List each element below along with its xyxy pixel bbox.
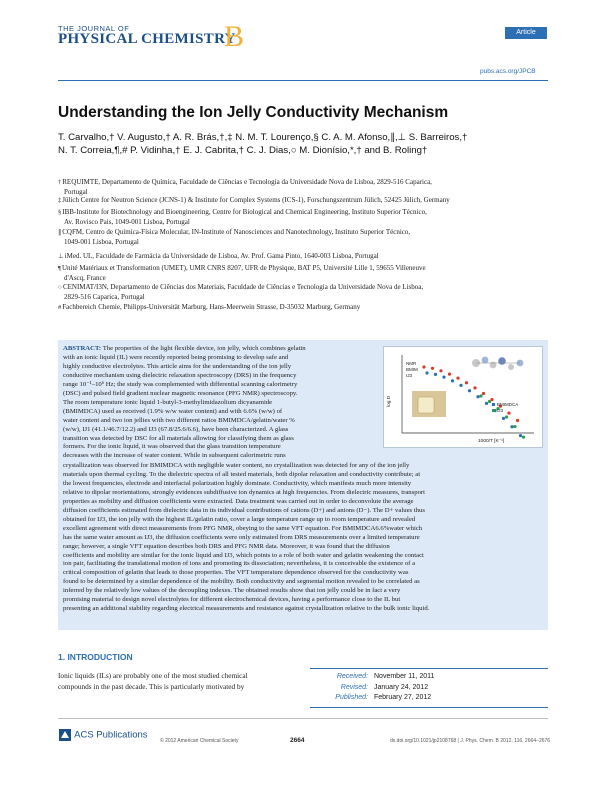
- author-line-2: N. T. Correia,¶,# P. Vidinha,† E. J. Cabrita,† C. J. Dias,○ M. Dionísio,*,† and B. Roling†: [58, 145, 428, 156]
- journal-url[interactable]: pubs.acs.org/JPCB: [480, 68, 536, 75]
- date-label: Published:: [335, 694, 368, 701]
- article-title: Understanding the Ion Jelly Conductivity Mechanism: [58, 104, 449, 121]
- toc-point-red: [448, 373, 451, 376]
- date-value: January 24, 2012: [374, 683, 429, 691]
- toc-point-red: [456, 377, 459, 380]
- affiliation: [58, 283, 548, 302]
- toc-plot: [384, 347, 542, 447]
- abstract-wide: [63, 462, 543, 614]
- toc-point-red: [431, 367, 434, 370]
- affiliation-symbol: §: [58, 209, 62, 216]
- abstract-line: [63, 390, 378, 399]
- affiliation-symbol: #: [58, 304, 62, 311]
- affiliation-line: CQFM, Centro de Química-Física Molecular, IN-Institute of Nanosciences and Nanotechnology, Instituto Superior Técnico,: [62, 228, 411, 236]
- abstract-line: [63, 452, 378, 461]
- abstract-line: inferred by the relatively low values of the decoupling indexes. The obtained results show that ion jelly could be in fact a very: [63, 587, 401, 595]
- affiliation-line: IBB-Institute for Biotechnology and Bioengineering, Centre for Biological and Chemical Engineering, Instituto Superior Técnico,: [62, 208, 427, 216]
- toc-point-green: [479, 394, 482, 397]
- toc-point-red: [473, 386, 476, 389]
- affiliation: [58, 208, 548, 227]
- abstract-text: (DSC) and pulsed field gradient nuclear magnetic resonance (PFG NMR) spectroscopy.: [63, 389, 298, 397]
- affiliation-symbol: ¶: [58, 265, 61, 272]
- affiliation-symbol: ∥: [58, 229, 62, 236]
- toc-xlabel: 1000/T [K⁻¹]: [478, 439, 505, 444]
- publisher-logo[interactable]: [58, 728, 148, 742]
- abstract-text: (BMIMDCA) used as received (1.9% w/w water content) and with 6.6% (w/w) of: [63, 407, 283, 415]
- abstract-label: ABSTRACT:: [63, 345, 102, 352]
- abstract-line: presenting an additional stability regarding electrical measurements and resistance against crystallization relative to the bulk ionic liquid.: [63, 605, 430, 613]
- date-row: [310, 672, 548, 683]
- abstract-line: diffusion coefficients estimated from dielectric data in its individual contributions of cations (D+) and anions (D−). The D+ values thus: [63, 506, 425, 514]
- intro-line: compounds in the past decade. This is particularly motivated by: [58, 681, 245, 691]
- article-badge: Article: [505, 27, 547, 39]
- affiliation-line: Fachbereich Chemie, Philipps-Universität Marburg, Hans-Meerwein Strasse, D-35032 Marburg, Germany: [62, 303, 361, 311]
- affiliation-line: Unité Matériaux et Transformation (UMET), UMR CNRS 8207, UFR de Physique, BAT P5, Université Lille 1, 59655 Villeneuve: [61, 264, 426, 272]
- legend-bottom-1: IJ3: [497, 408, 504, 413]
- toc-point-red: [516, 419, 519, 422]
- affiliation-line: Jülich Centre for Neutron Science (JCNS-1) & Institute for Complex Systems (ICS-1), Forschungszentrum Jülich, 52425 Jülich, Germany: [62, 196, 450, 204]
- abstract-text: formers. For the ionic liquid, it was observed that the glass transition temperature: [63, 443, 281, 451]
- toc-point-blue: [476, 395, 479, 398]
- abstract-line: [63, 363, 378, 372]
- affiliation-line: d'Ascq, France: [64, 273, 106, 282]
- abstract-text: The properties of the light flexible device, ion jelly, which combines gelatin: [102, 345, 306, 352]
- abstract-line: excellent agreement with direct measurements from PFG NMR, obeying to the same VFT equation. For BMIMDCA6.6%water which: [63, 524, 423, 532]
- abstract-line: materials upon thermal cycling. To the dielectric spectra of all tested materials, both dipolar relaxation and conductivity contribute; at: [63, 470, 421, 478]
- abstract-line: [63, 443, 378, 452]
- affiliation-line: 1049-001 Lisboa, Portugal: [64, 237, 139, 246]
- abstract-text: The room temperature ionic liquid 1-butyl-3-methylimidazolium dicyanamide: [63, 398, 273, 406]
- toc-graphic: [383, 346, 543, 448]
- abstract-text: with an ionic liquid (IL) were recently reported being promising to develop safe and: [63, 353, 289, 361]
- affiliation-line: CENIMAT/I3N, Departamento de Ciências dos Materiais, Faculdade de Ciências e Tecnologia da Universidade Nova de Lisboa,: [62, 283, 424, 291]
- toc-point-blue: [468, 389, 471, 392]
- date-row: [310, 693, 548, 704]
- abstract-line: [63, 354, 378, 363]
- intro-line: Ionic liquids (ILs) are probably one of the most studied chemical: [58, 671, 248, 680]
- abstract-text: decreases with the increase of water content. While in subsequent calorimetric runs: [63, 452, 286, 460]
- abstract-line: crystallization was observed for BMIMDCA with negligible water content, no crystallization was detected for any of the ion jelly: [63, 462, 410, 469]
- abstract-line: [63, 372, 378, 381]
- date-row: [310, 683, 548, 694]
- abstract-line: [63, 381, 378, 390]
- legend-top-1: BMIM: [406, 367, 418, 372]
- journal-name: PHYSICAL CHEMISTRY: [58, 31, 236, 47]
- abstract-line: critical composition of gelatin that leads to those properties. The VFT temperature dependence observed for the conductivity was: [63, 569, 409, 577]
- abstract-line: obtained for IJ3, the ion jelly with the highest IL/gelatin ratio, cover a large temperature range up to room temperature and revealed: [63, 515, 416, 523]
- abstract-line: [63, 426, 378, 435]
- toc-point-green: [513, 425, 516, 428]
- abstract-line: relative to dipolar reorientations, strongly evidences subdiffusive ion dynamics at high frequencies. From dielectric measures, transport: [63, 488, 426, 496]
- header-rule: [58, 80, 548, 81]
- abstract-line: [63, 345, 378, 354]
- abstract-text: range 10⁻¹–10⁶ Hz; the study was complemented with differential scanning calorimetry: [63, 380, 298, 388]
- affiliation-line: Av. Rovisco Pais, 1049-001 Lisboa, Portugal: [64, 217, 190, 226]
- affiliation-line: REQUIMTE, Departamento de Química, Faculdade de Ciências e Tecnologia da Universidade Nova de Lisboa, 2829-516 Caparica,: [62, 178, 432, 186]
- toc-point-red: [482, 392, 485, 395]
- abstract-line: has the same water amount as IJ3, the diffusion coefficients were only estimated from DRS measurements over a limited temperature: [63, 533, 420, 541]
- abstract-line: range; however, a single VFT equation describes both DRS and PFG NMR data. Moreover, it was found that the diffusion: [63, 542, 390, 550]
- affiliation: [58, 252, 548, 262]
- date-value: November 11, 2011: [374, 673, 435, 680]
- section-heading: 1. INTRODUCTION: [58, 652, 133, 662]
- affiliation-symbol: ⊥: [58, 253, 64, 260]
- abstract-narrow: [63, 345, 378, 461]
- toc-point-blue: [485, 402, 488, 405]
- author-line-1: T. Carvalho,† V. Augusto,† A. R. Brás,†,‡ N. M. T. Lourenço,§ C. A. M. Afonso,∥,⊥ S. Barreiros,†: [58, 132, 468, 143]
- citation[interactable]: dx.doi.org/10.1021/jp2108768 | J. Phys. Chem. B 2012, 116, 2664−2676: [390, 738, 551, 744]
- affiliation-line: 2829-516 Caparica, Portugal: [64, 292, 145, 301]
- ion-jelly-photo: [412, 391, 446, 417]
- abstract-line: [63, 399, 378, 408]
- abstract-line: ion pair, facilitating the translational motion of ions and promoting its dissociation; nevertheless, it is conceivable the existence of a: [63, 560, 416, 568]
- date-label: Received:: [336, 673, 368, 680]
- toc-point-green: [522, 435, 525, 438]
- journal-letter: B: [224, 20, 245, 53]
- toc-point-blue: [519, 434, 522, 437]
- journal-top-line: THE JOURNAL OF: [58, 24, 130, 33]
- acs-logo-icon: [58, 728, 72, 742]
- toc-point-blue: [425, 371, 428, 374]
- toc-point-red: [465, 381, 468, 384]
- abstract-line: promising material to design novel electrolytes for different electrochemical devices, having a performance close to the IL but: [63, 596, 401, 604]
- abstract-line: [63, 408, 378, 417]
- toc-ylabel: log D: [387, 395, 392, 407]
- toc-point-blue: [510, 425, 513, 428]
- toc-point-red: [422, 365, 425, 368]
- toc-point-blue: [502, 417, 505, 420]
- abstract-text: water content and two ion jellies with two different ratios BMIMDCA/gelatin/water %: [63, 416, 295, 424]
- toc-point-blue: [434, 373, 437, 376]
- publisher-name: ACS Publications: [74, 729, 148, 741]
- abstract-text: (w/w), IJ1 (41.1/46.7/12.2) and IJ3 (67.8/25.6/6.6), have been characterized. A glass: [63, 425, 289, 433]
- affiliation-symbol: ○: [58, 284, 62, 291]
- toc-point-red: [507, 412, 510, 415]
- toc-point-blue: [451, 379, 454, 382]
- abstract-line: the lowest frequencies, electrode and interfacial polarization highly dominate. Conductivity, which manifests much more intensity: [63, 479, 412, 487]
- affiliation: [58, 178, 548, 197]
- introduction-text: [58, 671, 298, 692]
- affiliation-symbol: †: [58, 179, 62, 186]
- legend-top-0: NMR: [406, 361, 417, 366]
- affiliation: [58, 264, 548, 283]
- toc-point-green: [488, 400, 491, 403]
- affiliation-line: iMed. UL, Faculdade de Farmácia da Universidade de Lisboa, Av. Prof. Gama Pinto, 1640-003 Lisboa, Portugal: [64, 252, 379, 260]
- footer-rule: [58, 718, 548, 719]
- copyright: © 2012 American Chemical Society: [160, 738, 239, 744]
- affiliation: [58, 228, 548, 247]
- abstract-line: coefficients and mobility are similar for the ionic liquid and IJ3, which points to a role of both water and gelatin weakening the contact: [63, 551, 424, 559]
- toc-point-green: [505, 415, 508, 418]
- legend-bottom-0: BMIMDCA: [497, 402, 519, 407]
- abstract-line: found to be determined by a similar dependence of the mobility. Both conductivity and segmental motion revealed to be correlated as: [63, 578, 420, 586]
- toc-point-red: [439, 369, 442, 372]
- abstract-text: transition was detected by DSC for all materials allowing for classifying them as glass: [63, 434, 294, 442]
- abstract-line: [63, 435, 378, 444]
- abstract-text: conductive mechanism using dielectric relaxation spectroscopy (DRS) in the frequency: [63, 371, 297, 379]
- author-list: [58, 131, 558, 157]
- affiliation-line: Portugal: [64, 187, 88, 196]
- legend-top-2: IJ3: [406, 373, 413, 378]
- affiliation-symbol: ‡: [58, 197, 62, 204]
- publication-dates: [310, 668, 548, 708]
- toc-point-blue: [459, 384, 462, 387]
- affiliation: [58, 196, 548, 206]
- abstract-line: properties as mobility and diffusion coefficients were extracted. Data treatment was carried out in order to deconvolute the average: [63, 497, 414, 505]
- date-label: Revised:: [340, 683, 368, 691]
- abstract-text: highly conductive electrolytes. This article aims for the understanding of the ion jelly: [63, 362, 292, 370]
- page-number: 2664: [290, 737, 305, 744]
- toc-point-blue: [442, 375, 445, 378]
- affiliation: [58, 303, 548, 313]
- abstract-line: [63, 417, 378, 426]
- date-value: February 27, 2012: [374, 694, 432, 701]
